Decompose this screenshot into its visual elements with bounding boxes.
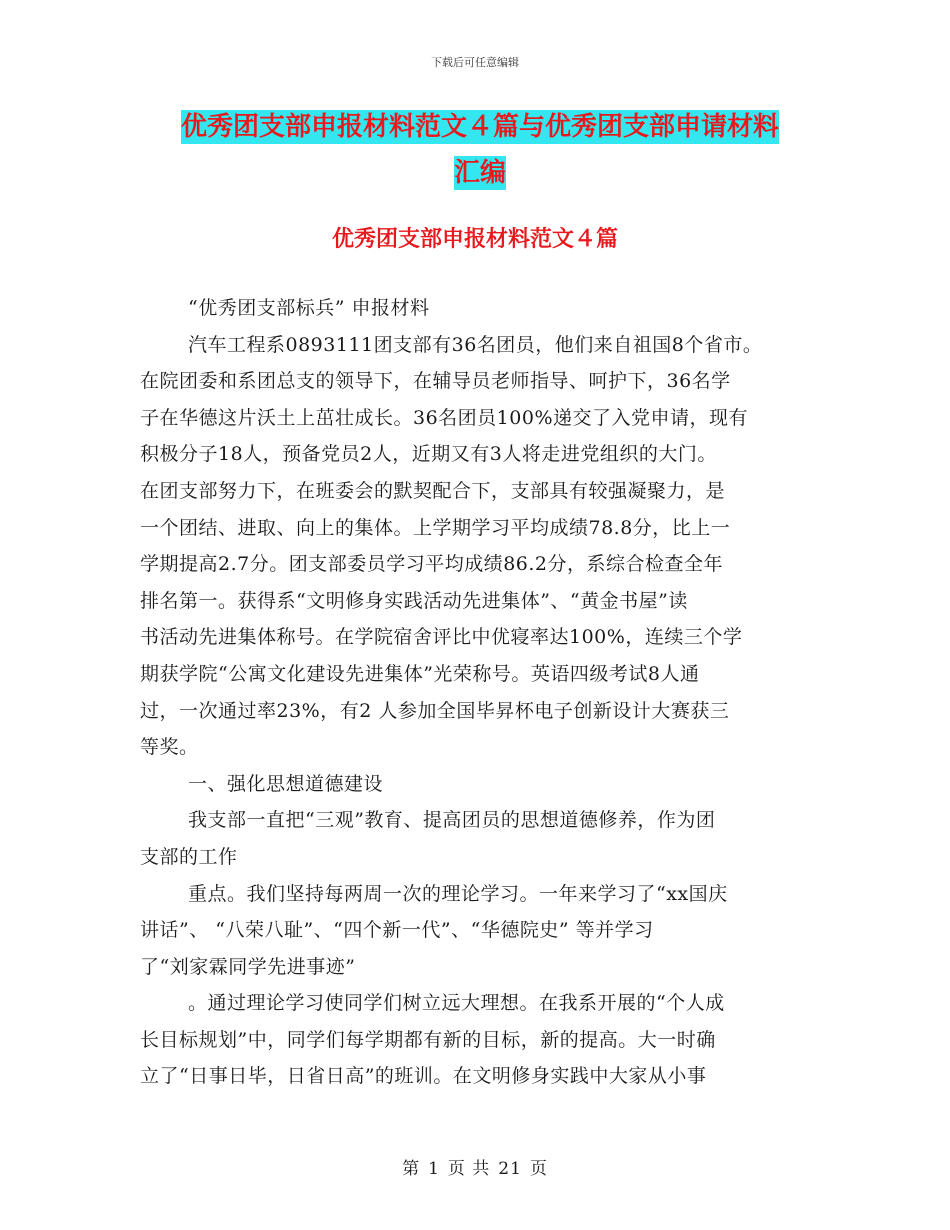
document-title [140,104,820,196]
document-title-line1: 优秀团支部申报材料范文４篇与优秀团支部申请材料 [180,112,779,142]
header-note: 下载后可任意编辑 [431,56,519,69]
body-line: 书活动先进集体称号。在学院宿舍评比中优寝率达100%，连续三个学 [140,626,743,649]
body-line: 重点。我们坚持每两周一次的理论学习。一年来学习了“xx国庆 [188,882,728,905]
body-line: 长目标规划”中，同学们每学期都有新的目标，新的提高。大一时确 [140,1028,716,1051]
body-line: 学期提高2.7分。团支部委员学习平均成绩86.2分，系综合检查全年 [140,553,724,576]
footer-prefix: 第 [402,1159,421,1179]
body-line: 一、强化思想道德建设 [188,772,384,795]
body-line: 我支部一直把“三观”教育、提高团员的思想道德修养，作为团 [188,809,716,832]
body-line: 讲话”、 “八荣八耻”、“四个新一代”、“华德院史” 等并学习 [140,919,654,942]
body-line: 子在华德这片沃土上茁壮成长。36名团员100%递交了入党申请，现有 [140,406,748,429]
body-line: 汽车工程系0893111团支部有36名团员，他们来自祖国8个省市。 [188,333,763,356]
footer-current-page: 1 [428,1159,440,1179]
body-line: 在院团委和系团总支的领导下，在辅导员老师指导、呵护下，36名学 [140,370,731,393]
footer-total-pages: 21 [498,1159,522,1179]
footer-suffix: 页 [529,1159,548,1179]
body-line: 了“刘家霖同学先进事迹” [140,955,356,978]
document-title-line2: 汇编 [453,158,506,188]
footer-middle: 页 共 [447,1159,491,1179]
section-title: 优秀团支部申报材料范文４篇 [331,227,618,252]
body-line: 一个团结、进取、向上的集体。上学期学习平均成绩78.8分，比上一 [140,516,731,539]
page-number-footer [0,1154,950,1179]
body-line: 等奖。 [140,736,199,759]
body-line: 排名第一。获得系“文明修身实践活动先进集体”、“黄金书屋”读 [140,589,688,612]
body-line: 期获学院“公寓文化建设先进集体”光荣称号。英语四级考试8人通 [140,662,700,685]
body-line: 支部的工作 [140,845,238,868]
body-line: 立了“日事日毕，日省日高”的班训。在文明修身实践中大家从小事 [140,1065,707,1088]
body-line: 过，一次通过率23%，有2 人参加全国毕昇杯电子创新设计大赛获三 [140,699,730,722]
body-line: 。通过理论学习使同学们树立远大理想。在我系开展的“个人成 [188,992,725,1015]
body-line: 积极分子18人，预备党员2人，近期又有3人将走进党组织的大门。 [140,443,717,466]
body-text [140,290,810,1095]
body-line: 在团支部努力下，在班委会的默契配合下，支部具有较强凝聚力，是 [140,479,726,502]
body-line: “优秀团支部标兵” 申报材料 [188,297,430,319]
